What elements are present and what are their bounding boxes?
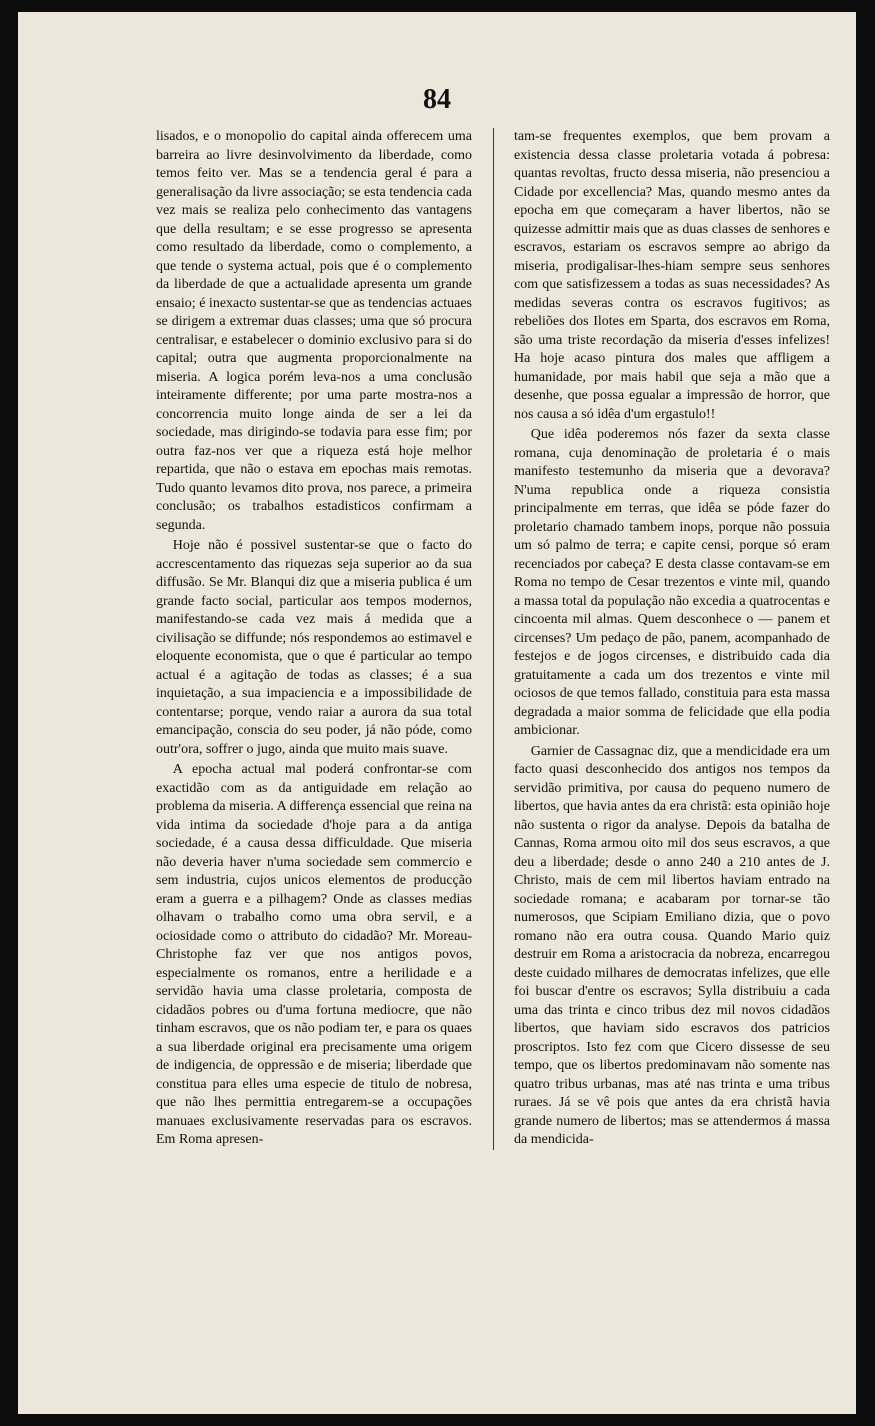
paragraph: tam-se frequentes exemplos, que bem provam a existencia dessa classe proletaria votada á pobresa: quantas revoltas, fructo dessa miseria, não presenciou a Cidade por excellencia? Mas, quando mesmo antes da epocha em que começaram a haver libertos, não se quizesse admittir mais que as duas classes de senhores e escravos, estariam os escravos sempre ao abrigo da miseria, prodigalisar-lhes-hiam sempre seus senhores com que satisfizessem a todas as suas necessidades? As medidas severas contra os escravos fugitivos; as rebeliões dos Ilotes em Sparta, dos escravos em Roma, são uma triste recordação da miseria d'esses infelizes! Ha hoje acaso pintura dos males que affligem a humanidade, por mais habil que seja a mão que a desenhe, que possa egualar a impressão de horror, que nos causa a só idêa d'um ergastulo!! bbox=[514, 129, 830, 422]
right-column bbox=[493, 128, 830, 1150]
page-sheet bbox=[18, 12, 856, 1414]
paragraph: Garnier de Cassagnac diz, que a mendicidade era um facto quasi desconhecido dos antigos nos tempos da servidão primitiva, por causa do pequeno numero de libertos, que havia antes da era christã: esta opinião hoje não sustenta o rigor da analyse. Depois da batalha de Cannas, Roma armou oito mil dos seus escravos, a que deu a liberdade; desde o anno 240 a 210 antes de J. Christo, mais de cem mil libertos haviam entrado na sociedade romana; e acabaram por tornar-se tão numerosos, que Scipiam Emiliano dizia, que o povo romano não era outra cousa. Quando Mario quiz destruir em Roma a aristocracia da nobreza, encarregou deste cuidado milhares de democratas infelizes, que elle foi buscar d'entre os escravos; Sylla distribuiu a cada uma das trinta e cinco tribus dez mil novos cidadãos libertos, que haviam sido escravos dos patricios proscriptos. Isto fez com que Cicero dissesse de seu tempo, que os libertos predominavam não somente nas quatro tribus urbanas, mas até nas trinta e uma tribus ruraes. Já se vê pois que antes da era christã havia grande numero de libertos; mas se attendermos á massa da mendicida- bbox=[514, 743, 830, 1147]
page-number: 84 bbox=[423, 84, 451, 115]
paragraph: Hoje não é possivel sustentar-se que o facto do accrescentamento das riquezas seja superior ao da sua diffusão. Se Mr. Blanqui diz que a miseria publica é um grande facto social, particular aos tempos modernos, manifestando-se cada vez mais á medida que a civilisação se diffunde; nós respondemos ao estimavel e eloquente economista, que o que é particular ao tempo actual é a agitação de todas as classes; é a sua inquietação, a sua impaciencia e a impossibilidade de contentarse; porque, vendo raiar a aurora da sua total emancipação, conscia do seu poder, já não póde, como outr'ora, soffrer o jugo, ainda que muito mais suave. bbox=[156, 538, 472, 757]
left-column bbox=[156, 128, 472, 1150]
paragraph: Que idêa poderemos nós fazer da sexta classe romana, cuja denominação de proletaria é o mais manifesto testemunho da miseria que a devorava? N'uma republica onde a riqueza consistia principalmente em terras, que idêa se póde fazer do proletario chamado tambem inops, porque não possuia um só palmo de terra; e capite censi, porque só eram recenciados por cabeça? E desta classe contavam-se em Roma no tempo de Cesar trezentos e vinte mil, quando a massa total da população não excedia a quatrocentas e cincoenta mil almas. Quem desconhece o — panem et circenses? Um pedaço de pão, panem, acompanhado de festejos e de jogos circenses, e distribuido cada dia gratuitamente a cada um dos trezentos e vinte mil ociosos de que temos fallado, constituia para esta massa degradada a maior somma de felicidade que ella podia ambicionar. bbox=[514, 427, 830, 738]
paragraph: lisados, e o monopolio do capital ainda offerecem uma barreira ao livre desinvolvimento da liberdade, como temos feito ver. Mas se a tendencia geral é para a generalisação da livre associação; se esta tendencia cada vez mais se realiza pelo conhecimento das vantagens que della resultam; e se esse progresso se apresenta como resultado da liberdade, como o complemento, a que tende o systema actual, pois que é o complemento da liberdade de que a actualidade apresenta um grande ensaio; é inexacto sustentar-se que as tendencias actuaes se dirigem a extremar duas classes; uma que só procura centralisar, e estabelecer o dominio exclusivo para si do capital; outra que augmenta proporcionalmente na miseria. A logica porém leva-nos a uma conclusão inteiramente differente; por uma parte mostra-nos a concorrencia muito longe ainda de ser a lei da sociedade, mas dirigindo-se todavia para esse fim; por outra faz-nos ver que a riqueza está hoje melhor repartida, que não o estava em epochas mais remotas. Tudo quanto levamos dito prova, nos parece, a primeira conclusão; os trabalhos estadisticos confirmam a segunda. bbox=[156, 129, 472, 533]
paragraph: A epocha actual mal poderá confrontar-se com exactidão com as da antiguidade em relação ao problema da miseria. A differença essencial que reina na vida intima da sociedade d'hoje para a da antiga sociedade, é a causa dessa difficuldade. Que miseria não deveria haver n'uma sociedade sem commercio e sem industria, cujos unicos elementos de producção eram a guerra e a pilhagem? Onde as classes medias olhavam o trabalho como uma obra servil, e a ociosidade como o attributo do cidadão? Mr. Moreau-Christophe faz ver que nos antigos povos, especialmente os romanos, entre a herilidade e a servidão havia uma classe proletaria, composta de cidadãos pobres ou d'uma fortuna mediocre, que não tinham escravos, que os não podiam ter, e para os quaes a sua liberdade original era precisamente uma origem de indigencia, de oppressão e de miseria; liberdade que constitua para elles uma especie de titulo de nobresa, que não lhes permittia entregarem-se a occupações manuaes exclusivamente reservadas para os escravos. Em Roma apresen- bbox=[156, 762, 472, 1147]
